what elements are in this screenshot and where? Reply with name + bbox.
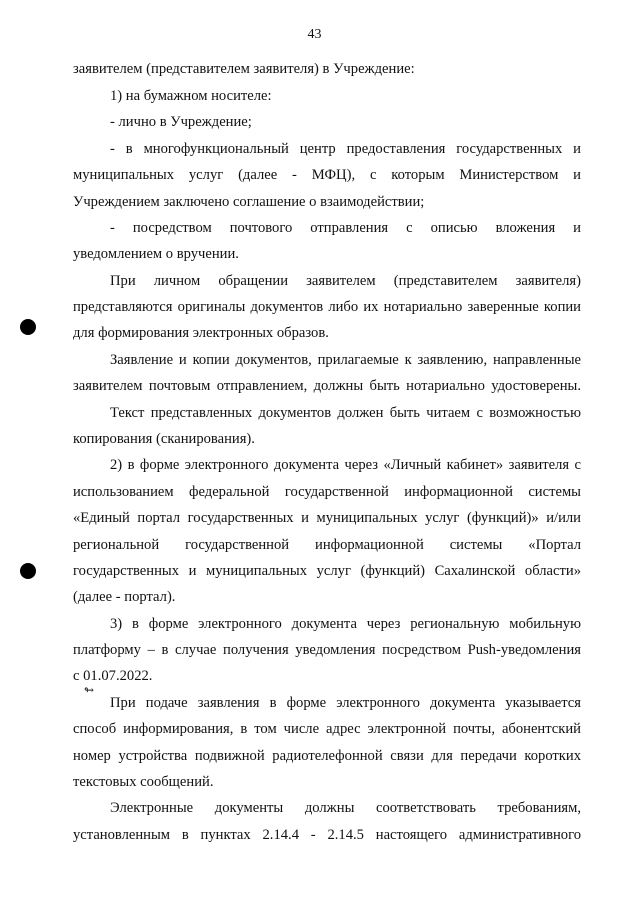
text-line: Электронные документы должны соответствовать требованиям, bbox=[110, 800, 581, 816]
text-line: (далее - портал). bbox=[73, 589, 176, 605]
text-line: установленным в пунктах 2.14.4 - 2.14.5 настоящего административного bbox=[73, 827, 581, 843]
text-line: «Единый портал государственных и муниципальных услуг (функций)» и/или bbox=[73, 510, 581, 526]
text-line: При личном обращении заявителем (представителем заявителя) bbox=[110, 273, 581, 289]
text-line: - лично в Учреждение; bbox=[110, 114, 252, 130]
text-line: текстовых сообщений. bbox=[73, 774, 214, 790]
handwritten-mark: ↬ bbox=[84, 683, 95, 697]
text-line: платформу – в случае получения уведомления посредством Push-уведомления bbox=[73, 642, 581, 658]
text-line: При подаче заявления в форме электронного документа указывается bbox=[110, 695, 581, 711]
text-line: представляются оригиналы документов либо их нотариально заверенные копии bbox=[73, 299, 581, 315]
text-line: для формирования электронных образов. bbox=[73, 325, 329, 341]
page-number: 43 bbox=[307, 27, 322, 42]
text-line: с 01.07.2022. bbox=[73, 668, 153, 684]
text-line: - в многофункциональный центр предоставления государственных и bbox=[110, 141, 581, 157]
text-line: 1) на бумажном носителе: bbox=[110, 88, 272, 104]
text-line: государственных и муниципальных услуг (функций) Сахалинской области» bbox=[73, 563, 581, 579]
text-line: заявителем (представителем заявителя) в Учреждение: bbox=[73, 61, 415, 77]
text-line: Заявление и копии документов, прилагаемые к заявлению, направленные bbox=[110, 352, 581, 368]
binder-hole-top bbox=[20, 319, 36, 335]
text-line: 3) в форме электронного документа через региональную мобильную bbox=[110, 616, 581, 632]
text-line: Учреждением заключено соглашение о взаимодействии; bbox=[73, 194, 425, 210]
text-line: заявителем почтовым отправлением, должны быть нотариально удостоверены. bbox=[73, 378, 581, 394]
text-line: номер устройства подвижной радиотелефонной связи для передачи коротких bbox=[73, 748, 581, 764]
text-line: муниципальных услуг (далее - МФЦ), с которым Министерством и bbox=[73, 167, 581, 183]
text-line: региональной государственной информационной системы «Портал bbox=[73, 537, 581, 553]
text-line: - посредством почтового отправления с описью вложения и bbox=[110, 220, 581, 236]
text-line: копирования (сканирования). bbox=[73, 431, 255, 447]
text-line: Текст представленных документов должен быть читаем с возможностью bbox=[110, 405, 581, 421]
binder-hole-bottom bbox=[20, 563, 36, 579]
text-line: использованием федеральной государственной информационной системы bbox=[73, 484, 581, 500]
text-line: способ информирования, в том числе адрес электронной почты, абонентский bbox=[73, 721, 581, 737]
text-line: 2) в форме электронного документа через «Личный кабинет» заявителя с bbox=[110, 457, 581, 473]
text-line: уведомлением о вручении. bbox=[73, 246, 239, 262]
